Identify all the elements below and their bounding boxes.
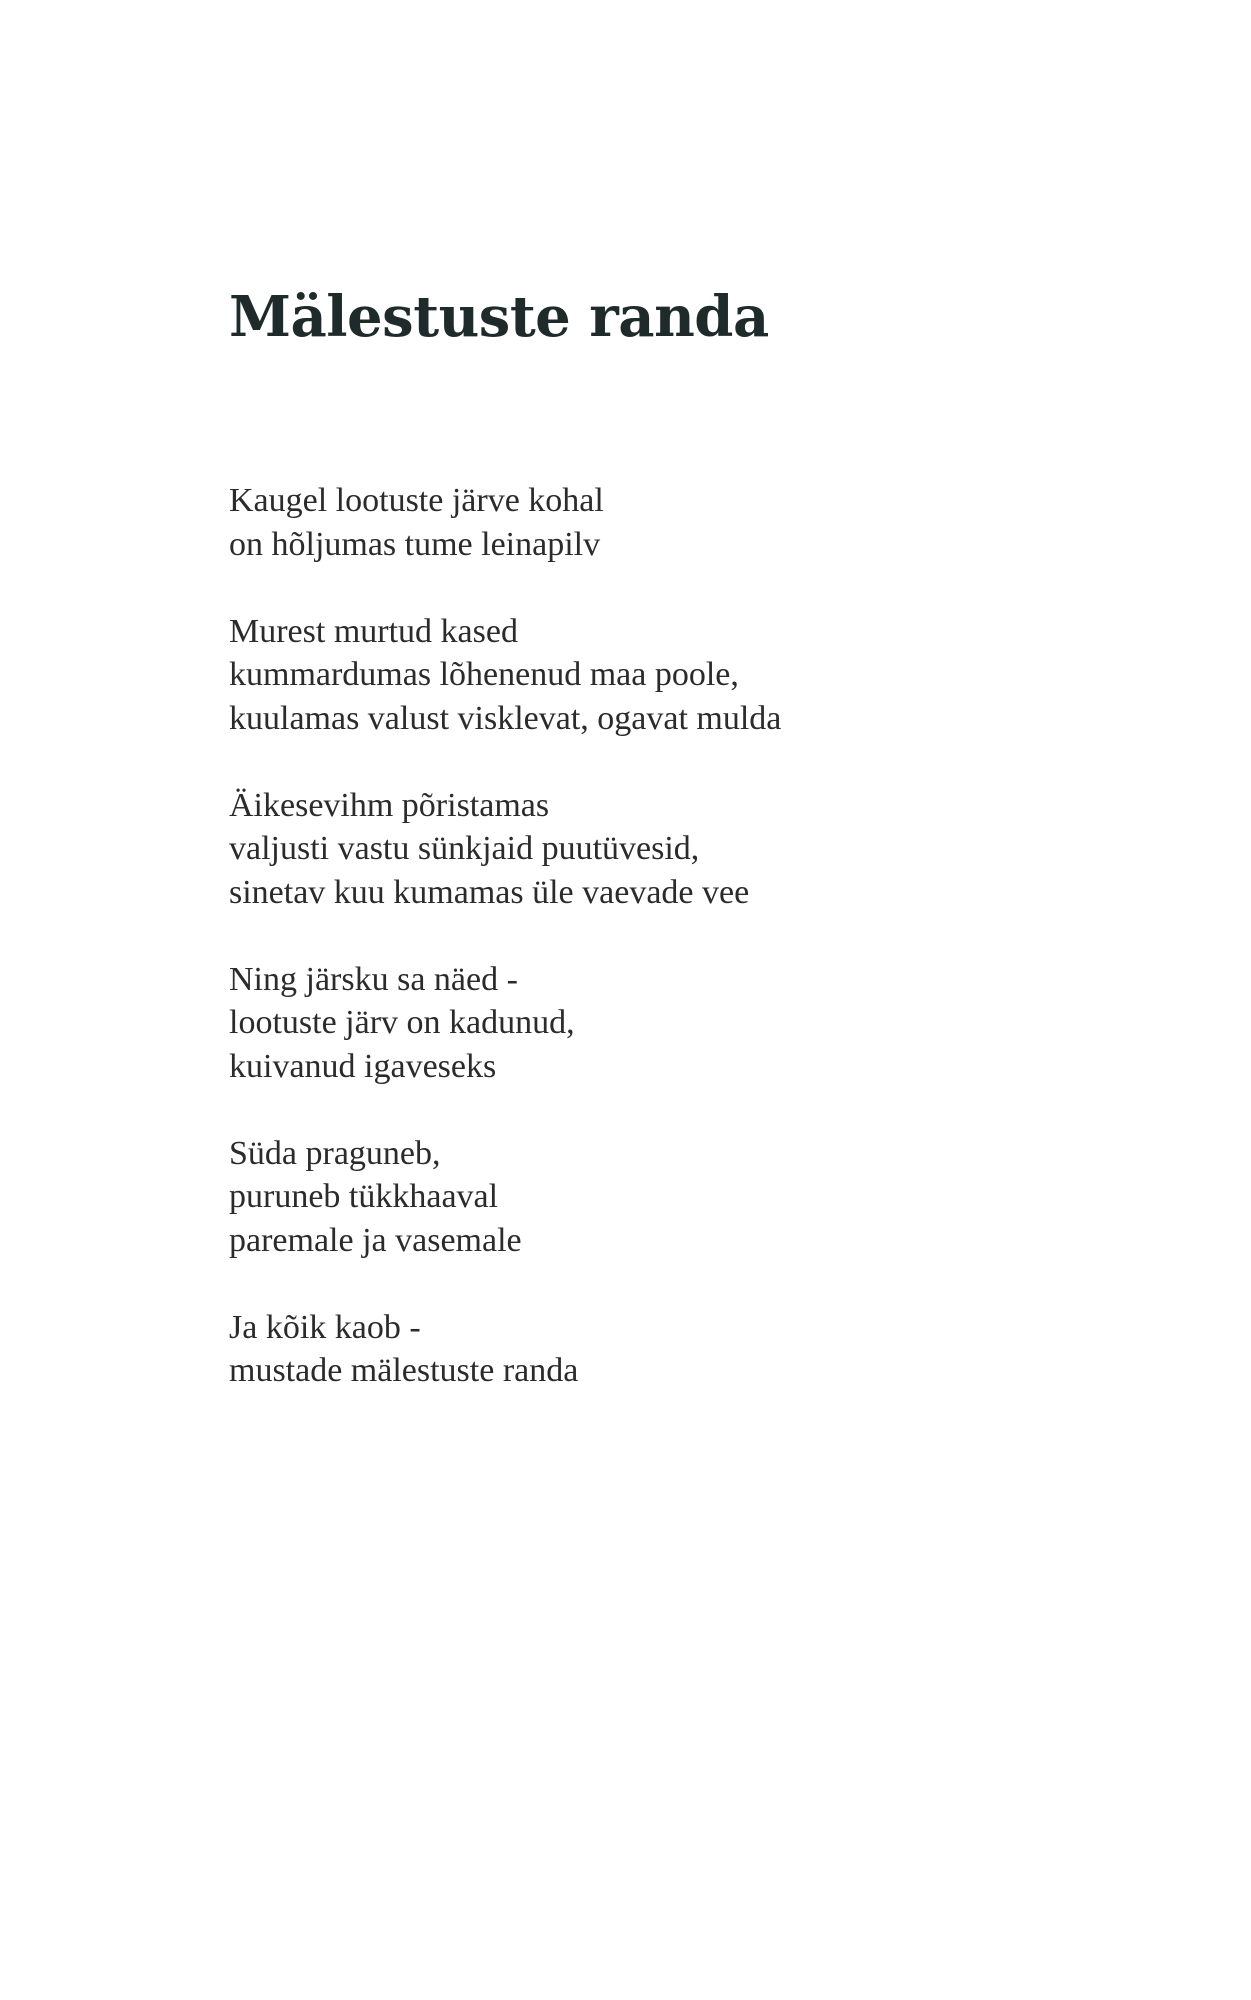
poem-line: puruneb tükkhaaval [229, 1178, 499, 1215]
poem-line: on hõljumas tume leinapilv [229, 525, 601, 563]
stanza [229, 784, 1129, 915]
poem-line: Ja kõik kaob - [229, 1308, 421, 1346]
stanza [229, 958, 1129, 1089]
poem-line: kuulamas valust visklevat, ogavat mulda [229, 699, 782, 737]
poem-line: Äikesevihm põristamas [229, 786, 550, 824]
stanza [229, 479, 1129, 566]
poem-line: lootuste järv on kadunud, [229, 1004, 575, 1041]
stanza [229, 610, 1129, 741]
poem-line: kummardumas lõhenenud maa poole, [229, 656, 739, 693]
stanza [229, 1306, 1129, 1393]
stanza [229, 1132, 1129, 1263]
poem-line: paremale ja vasemale [229, 1221, 522, 1259]
poem-body [229, 479, 1129, 1436]
poem-line: Süda praguneb, [229, 1134, 441, 1172]
poem-line: kuivanud igaveseks [229, 1047, 497, 1085]
poem-line: mustade mälestuste randa [229, 1352, 579, 1389]
poem-line: Murest murtud kased [229, 612, 518, 650]
poem-line: Kaugel lootuste järve kohal [229, 482, 604, 519]
poem-line: Ning järsku sa näed - [229, 960, 518, 998]
poem-title: Mälestuste randa [229, 284, 769, 350]
poem-line: valjusti vastu sünkjaid puutüvesid, [229, 830, 700, 867]
poem-line: sinetav kuu kumamas üle vaevade vee [229, 873, 750, 911]
